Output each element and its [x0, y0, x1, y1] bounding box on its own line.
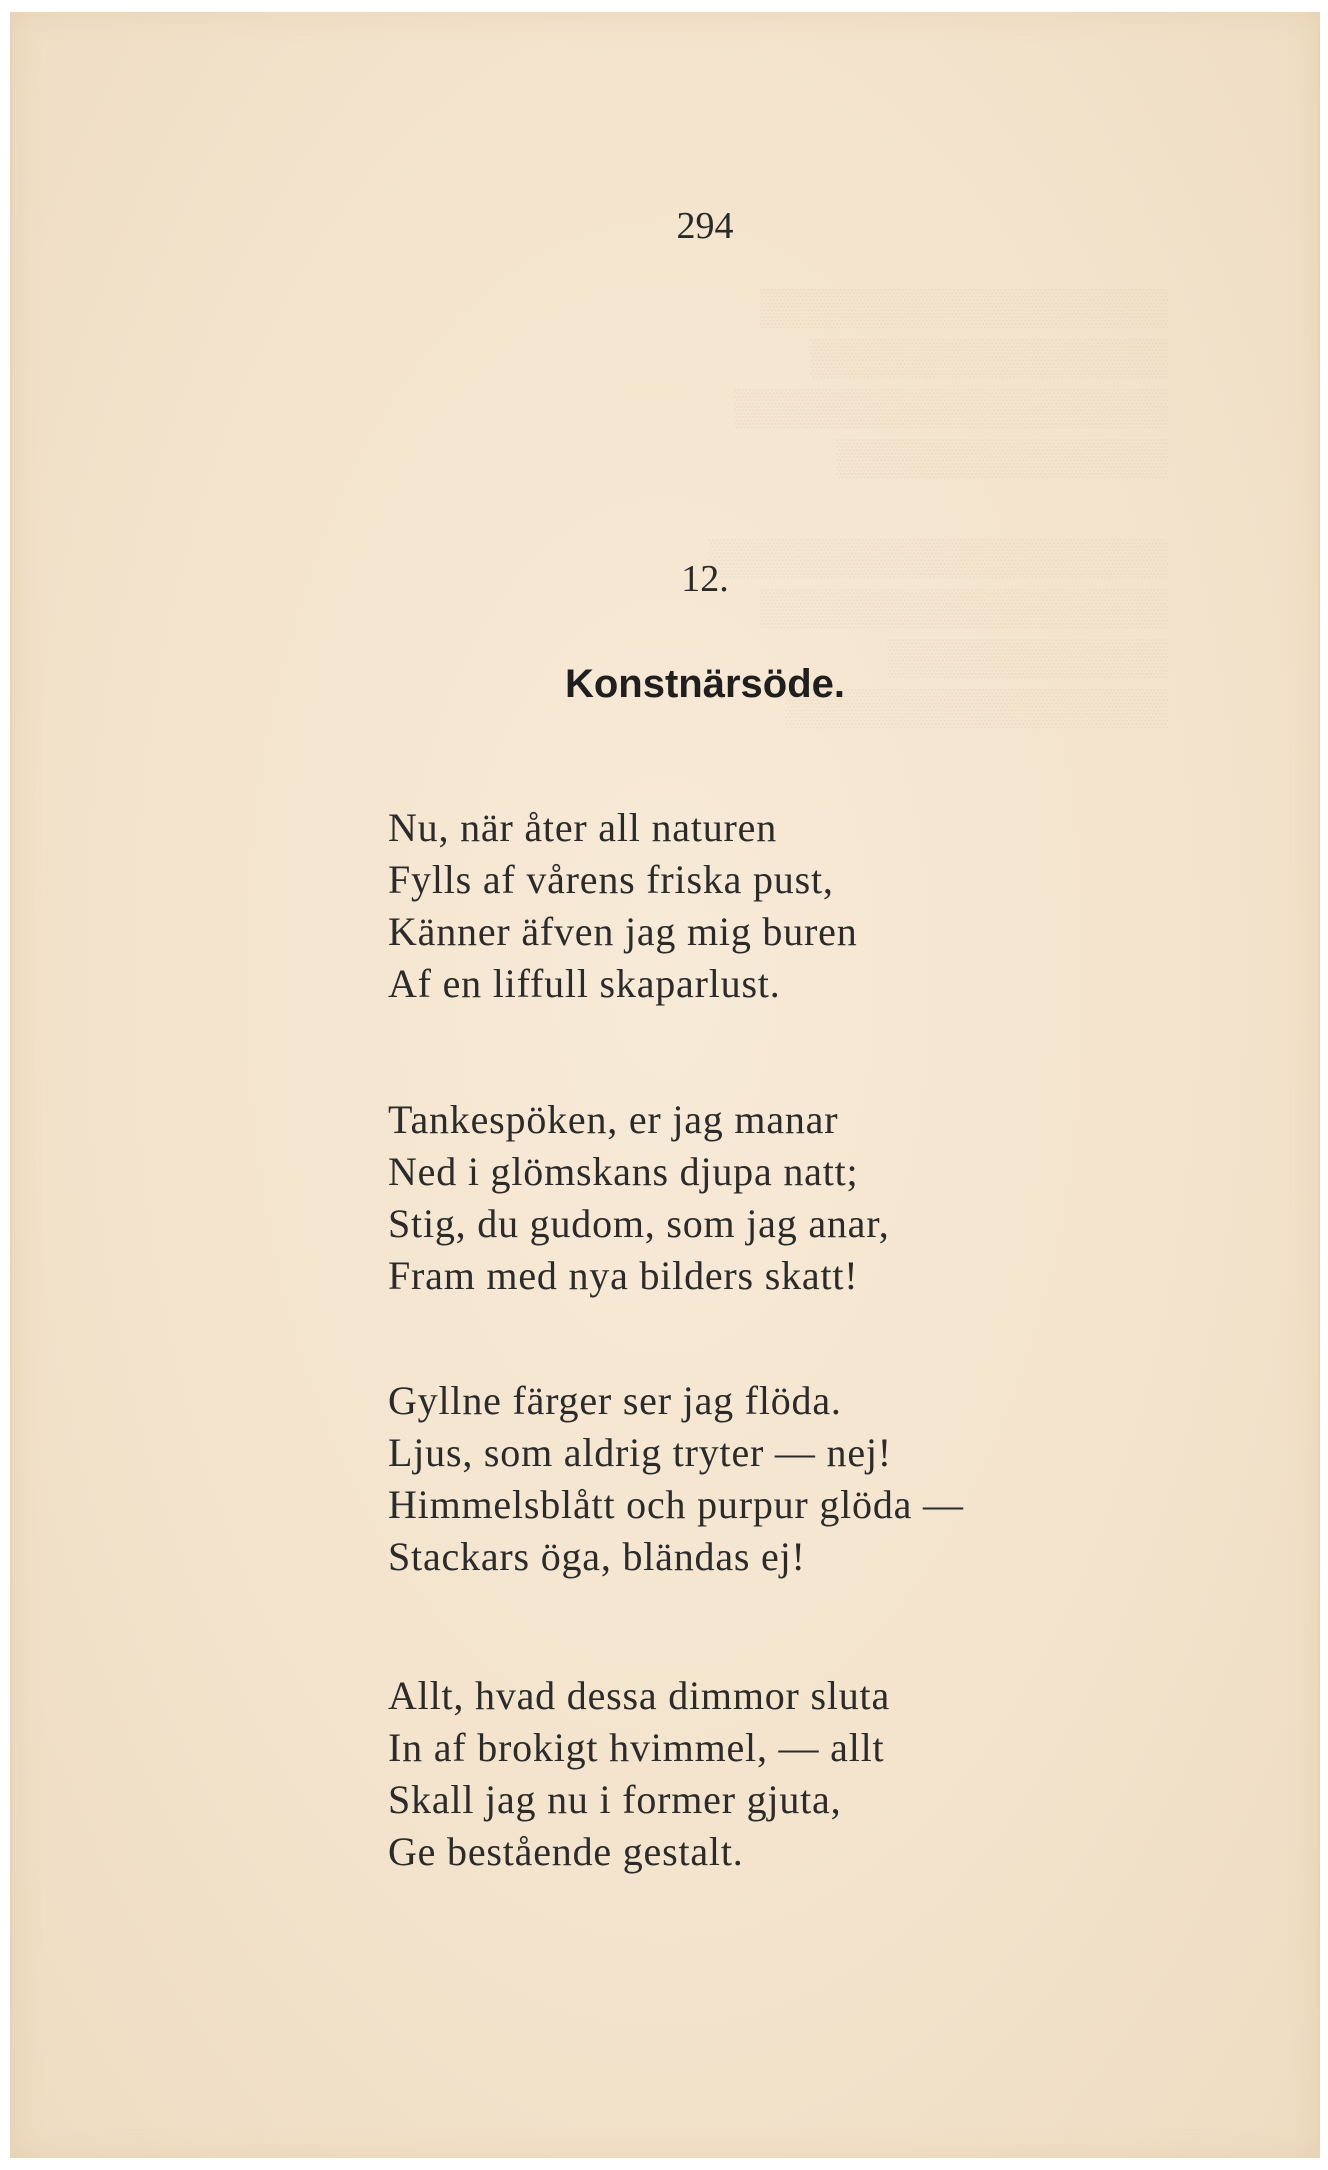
verse-line: Tankespöken, er jag manar — [388, 1097, 839, 1142]
stanza-3 — [388, 1375, 1148, 1583]
poem-title: Konstnärsöde. — [564, 662, 846, 706]
verse-line: Skall jag nu i former gjuta, — [388, 1777, 842, 1822]
book-page — [10, 12, 1320, 2158]
verse-line: Himmelsblått och purpur glöda — — [388, 1482, 964, 1527]
page-number: 294 — [676, 205, 734, 247]
verse-line: Gyllne färger ser jag flöda. — [388, 1378, 842, 1423]
verse-line: Allt, hvad dessa dimmor sluta — [388, 1673, 891, 1718]
verse-line: Stackars öga, bländas ej! — [388, 1534, 806, 1579]
bleed-through-texture: ▒▒▒▒▒▒▒▒▒▒▒▒▒▒▒▒ ▒▒▒▒▒▒▒▒▒▒▒▒▒▒ ▒▒▒▒▒▒▒▒▒▒▒▒▒▒▒▒▒ ▒▒▒▒▒▒▒▒▒▒▒▒▒ ▒▒▒▒▒▒▒▒▒▒▒▒▒▒▒▒▒▒ ▒▒▒▒▒▒▒▒▒▒▒▒▒▒▒▒ ▒▒▒▒▒▒▒▒▒▒▒ ▒▒▒▒▒▒▒▒▒▒▒▒▒▒▒ — [708, 287, 1168, 727]
stanza-1 — [388, 802, 1148, 1010]
verse-line: Af en liffull skaparlust. — [388, 961, 781, 1006]
poem-number: 12. — [681, 558, 729, 600]
stanza-4 — [388, 1670, 1148, 1878]
verse-line: Känner äfven jag mig buren — [388, 909, 858, 954]
verse-line: Ljus, som aldrig tryter — nej! — [388, 1430, 892, 1475]
verse-line: Nu, när åter all naturen — [388, 805, 778, 850]
verse-line: Stig, du gudom, som jag anar, — [388, 1201, 890, 1246]
stanza-2 — [388, 1094, 1148, 1302]
verse-line: In af brokigt hvimmel, — allt — [388, 1725, 885, 1770]
verse-line: Fram med nya bilders skatt! — [388, 1253, 859, 1298]
verse-line: Fylls af vårens friska pust, — [388, 857, 834, 902]
verse-line: Ned i glömskans djupa natt; — [388, 1149, 859, 1194]
verse-line: Ge bestående gestalt. — [388, 1829, 744, 1874]
